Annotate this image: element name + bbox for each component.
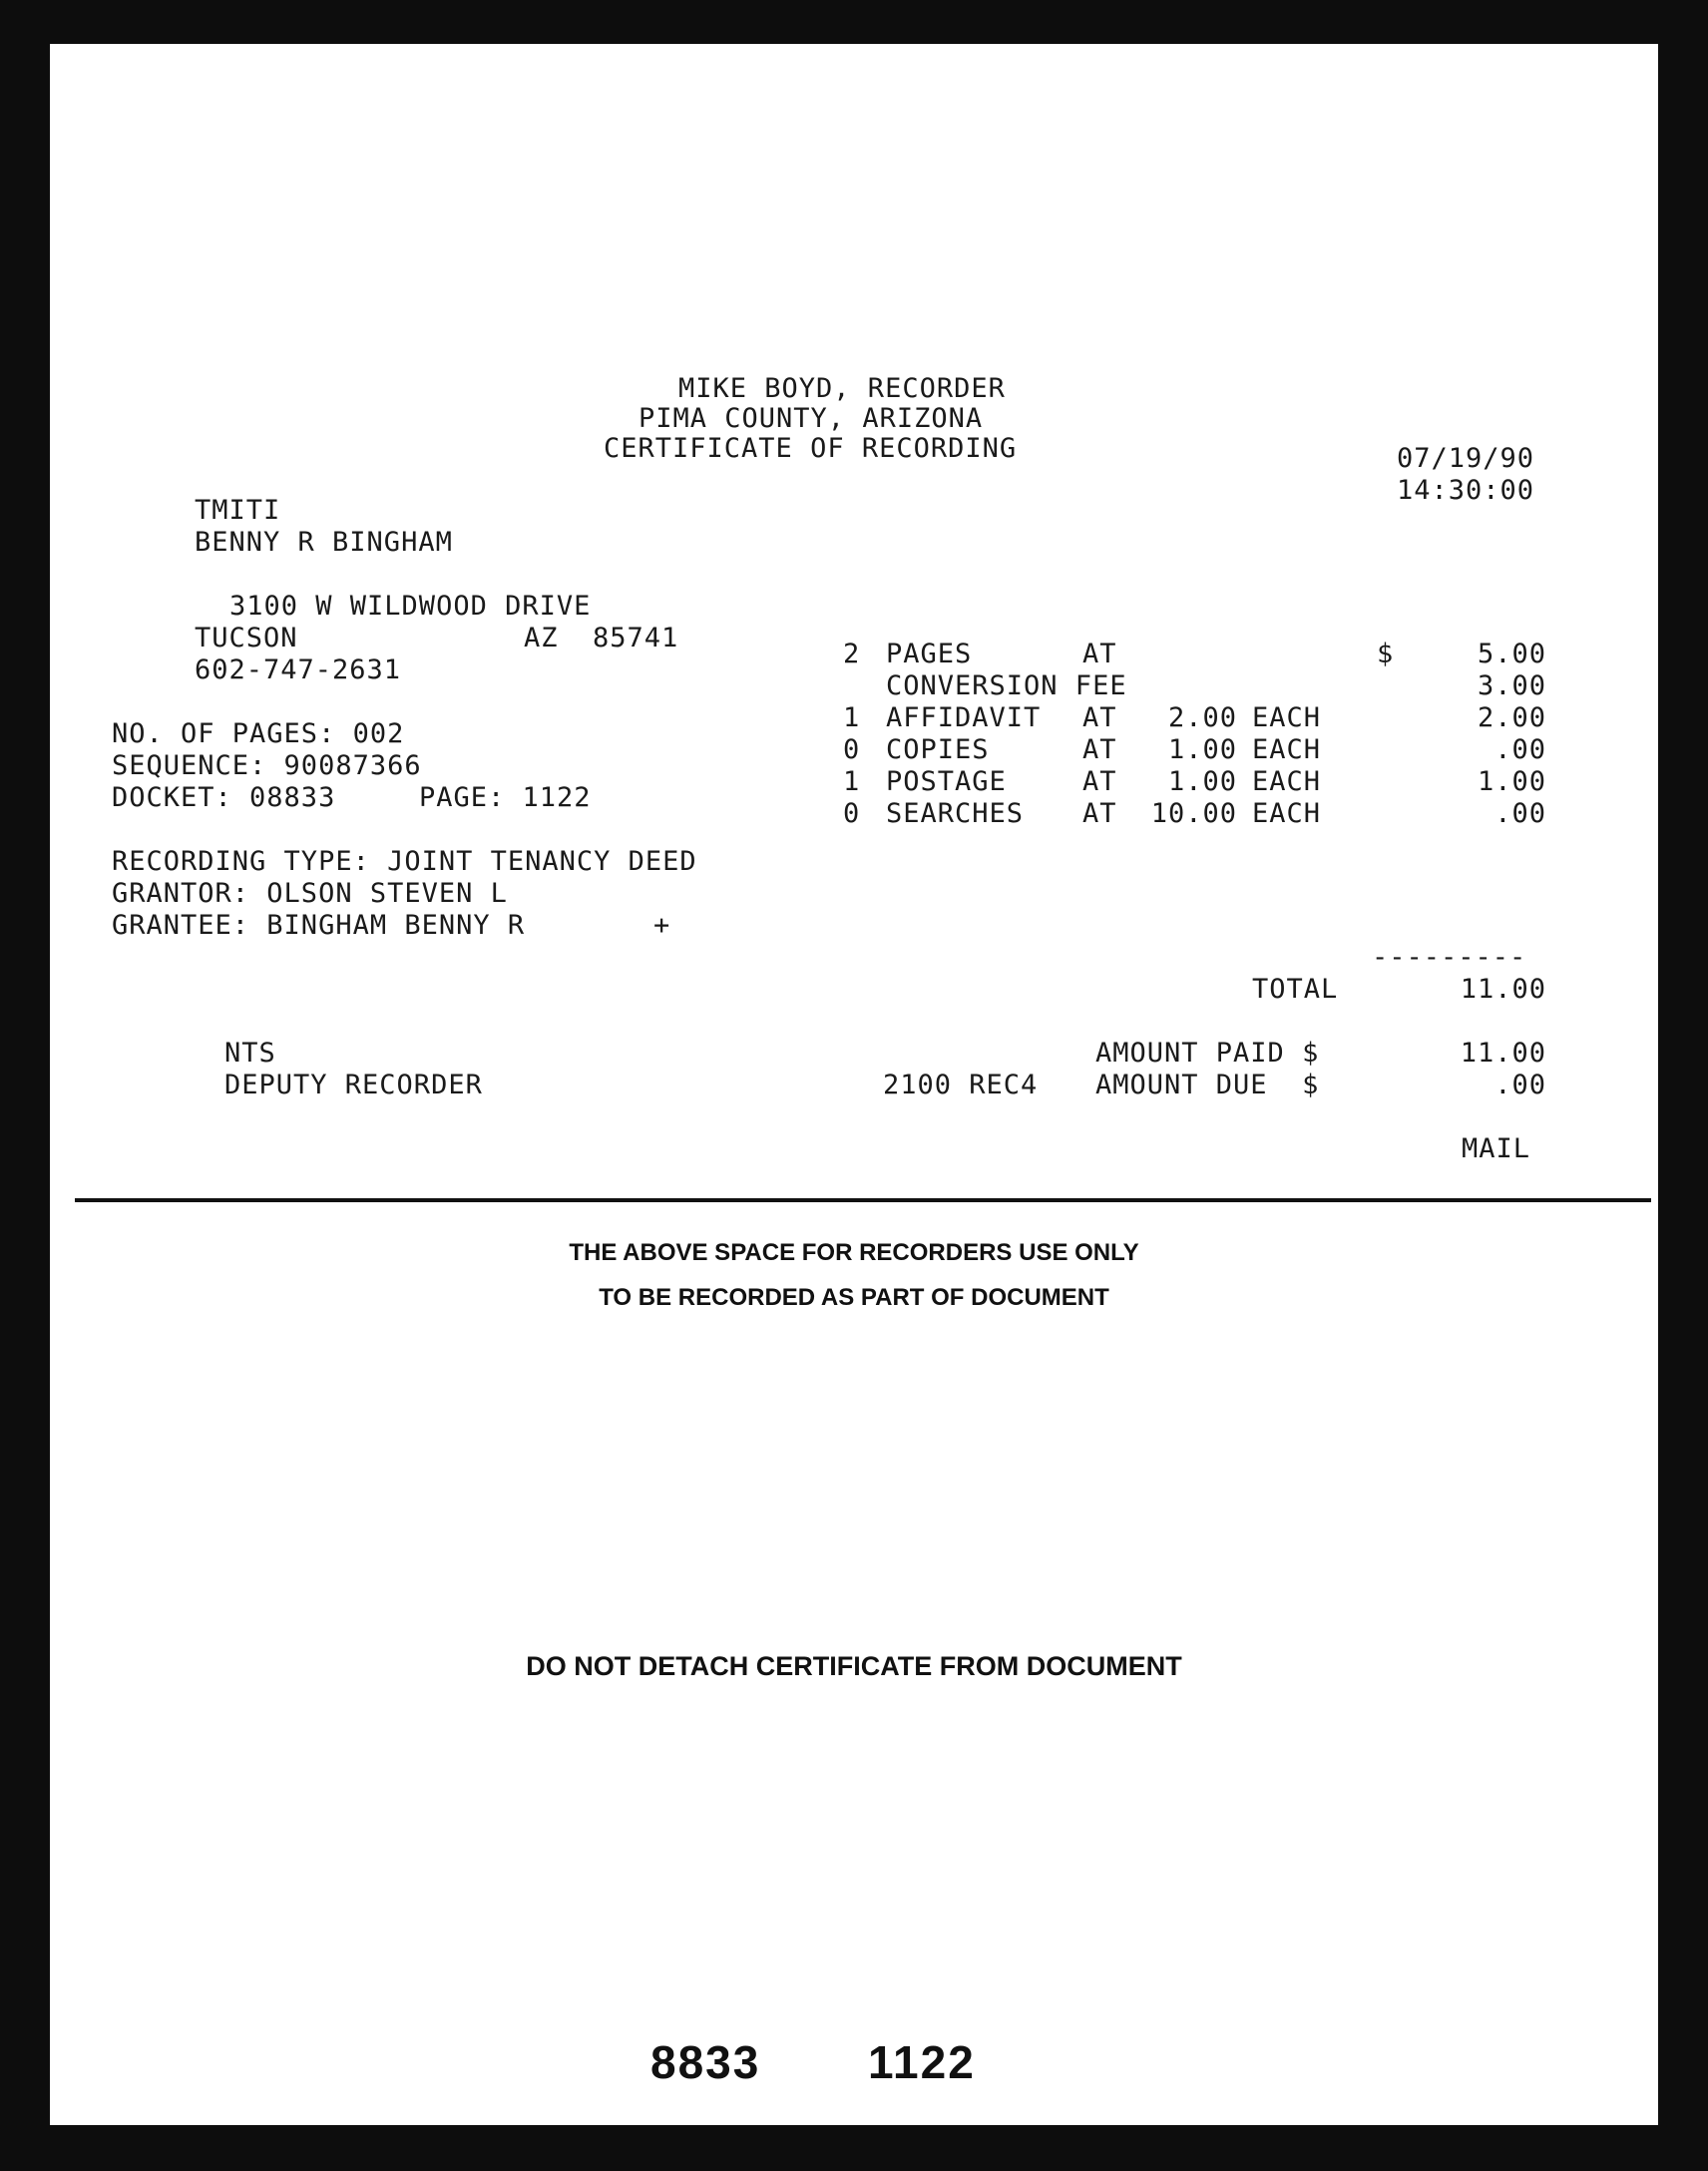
- grantor: GRANTOR: OLSON STEVEN L: [112, 878, 508, 909]
- fee-at: AT: [1082, 639, 1117, 669]
- fee-qty: 0: [843, 734, 861, 765]
- total-label: TOTAL: [1252, 974, 1339, 1005]
- recorders-use-notice: THE ABOVE SPACE FOR RECORDERS USE ONLY: [569, 1239, 1139, 1266]
- fee-each: EACH: [1252, 702, 1322, 733]
- addressee-state-zip: AZ 85741: [524, 623, 679, 653]
- deputy-title: DEPUTY RECORDER: [224, 1070, 483, 1100]
- certificate-title: CERTIFICATE OF RECORDING: [604, 433, 1018, 464]
- addressee-phone: 602-747-2631: [195, 654, 402, 685]
- fee-amount: .00: [1494, 798, 1546, 829]
- fee-amount: 1.00: [1477, 766, 1546, 797]
- fee-item: CONVERSION FEE: [886, 670, 1127, 701]
- amount-paid-label: AMOUNT PAID $: [1095, 1038, 1320, 1069]
- fee-qty: 0: [843, 798, 861, 829]
- fee-amount: .00: [1494, 734, 1546, 765]
- fee-item: AFFIDAVIT: [886, 702, 1042, 733]
- grantee: GRANTEE: BINGHAM BENNY R: [112, 910, 526, 941]
- addressee-code: TMITI: [195, 495, 281, 526]
- fee-qty: 2: [843, 639, 861, 669]
- number-of-pages: NO. OF PAGES: 002: [112, 718, 405, 749]
- deputy-initials: NTS: [224, 1038, 276, 1069]
- sequence-number: SEQUENCE: 90087366: [112, 750, 422, 781]
- do-not-detach-notice: DO NOT DETACH CERTIFICATE FROM DOCUMENT: [526, 1651, 1182, 1681]
- grantee-mark: +: [653, 910, 671, 941]
- footer-docket: 8833: [650, 2036, 761, 2088]
- fee-amount: 2.00: [1477, 702, 1546, 733]
- fee-rate: 2.00: [1167, 702, 1237, 733]
- certificate-page: [50, 44, 1658, 2125]
- fee-each: EACH: [1252, 798, 1322, 829]
- amount-due: .00: [1494, 1070, 1546, 1100]
- recording-date: 07/19/90: [1397, 443, 1535, 474]
- fee-at: AT: [1082, 734, 1117, 765]
- fee-at: AT: [1082, 766, 1117, 797]
- fee-item: POSTAGE: [886, 766, 1007, 797]
- dollar-sign: $: [1377, 639, 1395, 669]
- recording-type: RECORDING TYPE: JOINT TENANCY DEED: [112, 846, 697, 877]
- fee-amount: 5.00: [1477, 639, 1546, 669]
- footer-page: 1122: [868, 2036, 976, 2088]
- amount-paid: 11.00: [1460, 1038, 1546, 1069]
- total-rule: ---------: [1372, 942, 1527, 973]
- divider-line: [75, 1198, 1651, 1202]
- fee-rate: 1.00: [1167, 766, 1237, 797]
- addressee-street: 3100 W WILDWOOD DRIVE: [229, 591, 592, 622]
- fee-rate: 10.00: [1150, 798, 1237, 829]
- recorder-name: MIKE BOYD, RECORDER: [678, 373, 1006, 404]
- fee-amount: 3.00: [1477, 670, 1546, 701]
- amount-due-label: AMOUNT DUE $: [1095, 1070, 1320, 1100]
- county-state: PIMA COUNTY, ARIZONA: [639, 403, 984, 434]
- fee-qty: 1: [843, 702, 861, 733]
- addressee-name: BENNY R BINGHAM: [195, 527, 453, 558]
- addressee-city: TUCSON: [195, 623, 298, 653]
- total-amount: 11.00: [1460, 974, 1546, 1005]
- fee-qty: 1: [843, 766, 861, 797]
- recording-time: 14:30:00: [1397, 475, 1535, 506]
- docket-number: DOCKET: 08833: [112, 782, 336, 813]
- delivery-method: MAIL: [1462, 1133, 1531, 1164]
- fee-each: EACH: [1252, 766, 1322, 797]
- register-code: 2100 REC4: [883, 1070, 1039, 1100]
- fee-item: PAGES: [886, 639, 973, 669]
- fee-rate: 1.00: [1167, 734, 1237, 765]
- fee-item: SEARCHES: [886, 798, 1025, 829]
- docket-page: PAGE: 1122: [419, 782, 592, 813]
- fee-each: EACH: [1252, 734, 1322, 765]
- fee-item: COPIES: [886, 734, 990, 765]
- recorded-part-notice: TO BE RECORDED AS PART OF DOCUMENT: [599, 1284, 1109, 1311]
- fee-at: AT: [1082, 798, 1117, 829]
- fee-at: AT: [1082, 702, 1117, 733]
